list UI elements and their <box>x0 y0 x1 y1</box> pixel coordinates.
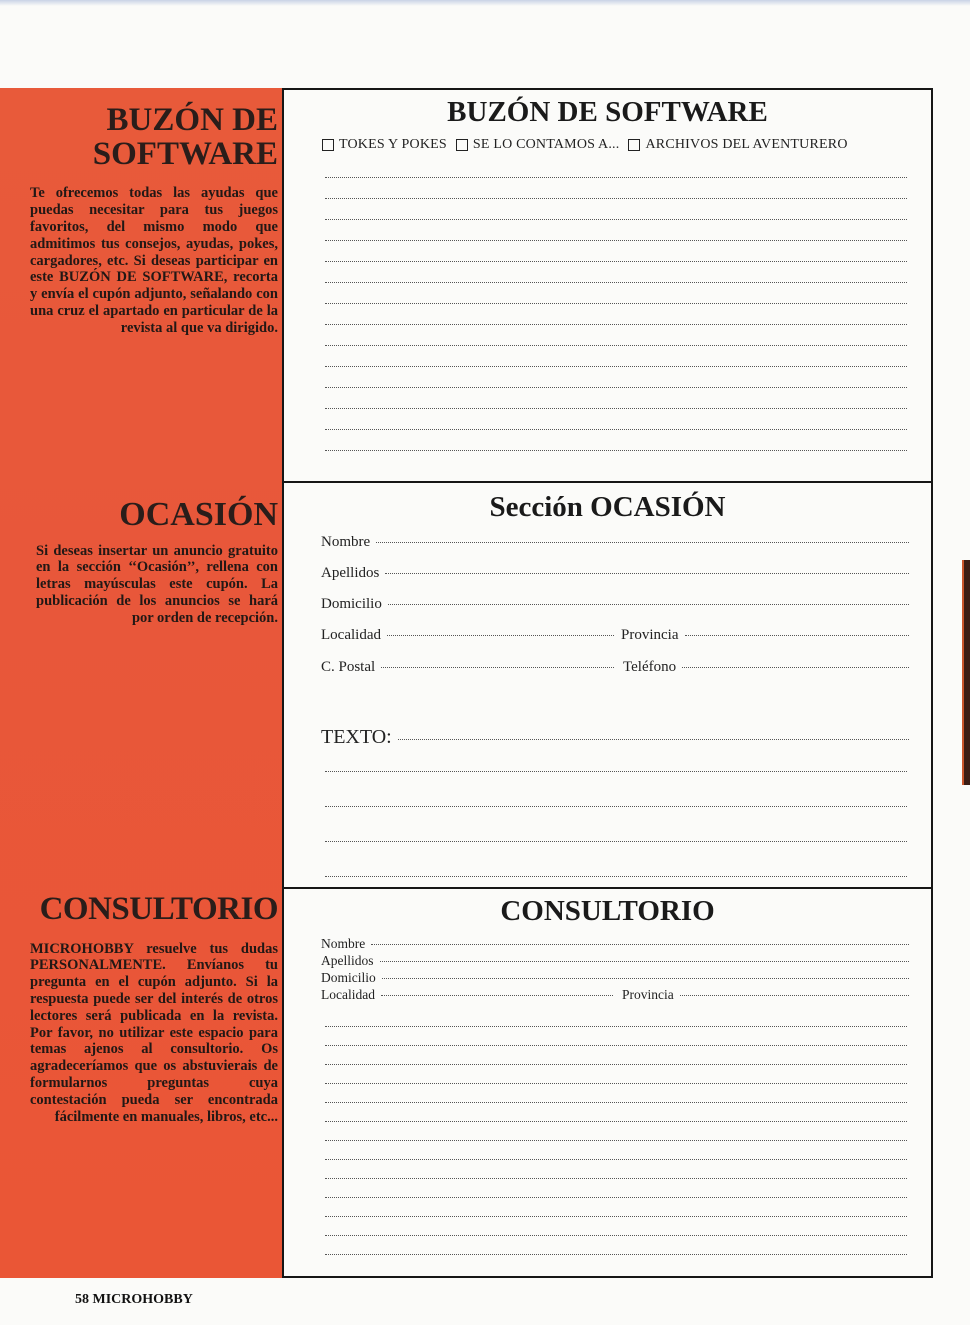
option-label: SE LO CONTAMOS A... <box>472 137 620 152</box>
sidebar-consultorio <box>0 893 278 1125</box>
write-line[interactable] <box>325 1235 907 1236</box>
sidebar-buzon-text: Te ofrecemos todas las ayudas que puedas necesitar para tus juegos favoritos, del mismo modo que admitimos tus consejos, ayudas, pokes, cargadores, etc. Si deseas participar en este BUZÓN DE SOFTWARE, recorta y envía el cupón adjunto, señalando con una cruz el apartado en particular de la revista al que va dirigido. <box>30 185 278 336</box>
write-line[interactable] <box>325 198 907 199</box>
field-label: Nombre <box>321 534 371 550</box>
ocasion-cpostal-field[interactable] <box>321 659 614 676</box>
fill-line[interactable] <box>376 542 909 543</box>
write-line[interactable] <box>325 240 907 241</box>
write-line[interactable] <box>325 1064 907 1065</box>
write-line[interactable] <box>325 366 907 367</box>
write-line[interactable] <box>325 876 907 877</box>
write-line[interactable] <box>325 1045 907 1046</box>
write-line[interactable] <box>325 841 907 842</box>
option-label: ARCHIVOS DEL AVENTURERO <box>645 137 848 152</box>
write-line[interactable] <box>325 282 907 283</box>
consultorio-apellidos-field[interactable] <box>321 953 909 969</box>
write-line[interactable] <box>325 1102 907 1103</box>
consultorio-localidad-field[interactable] <box>321 987 613 1003</box>
write-line[interactable] <box>325 1254 907 1255</box>
field-label: Localidad <box>321 627 381 643</box>
write-line[interactable] <box>325 450 907 451</box>
ocasion-nombre-field[interactable] <box>321 534 909 551</box>
fill-line[interactable] <box>388 604 909 605</box>
sidebar-ocasion-text: Si deseas insertar un anuncio gratuito en la sección ‘‘Ocasión’’, rellena con letras mayúsculas este cupón. La publicación de los anuncios se hará por orden de recepción. <box>36 542 278 626</box>
write-line[interactable] <box>325 806 907 807</box>
fill-line[interactable] <box>380 961 910 962</box>
top-edge <box>0 0 970 6</box>
field-label: Nombre <box>321 936 366 951</box>
sidebar-ocasion <box>0 498 278 627</box>
fill-line[interactable] <box>381 667 614 668</box>
fill-line[interactable] <box>398 739 909 740</box>
field-label: C. Postal <box>321 659 376 675</box>
ocasion-localidad-field[interactable] <box>321 627 614 644</box>
fill-line[interactable] <box>381 995 613 996</box>
write-line[interactable] <box>325 1121 907 1122</box>
field-label: Teléfono <box>623 659 677 675</box>
write-line[interactable] <box>325 1159 907 1160</box>
fill-line[interactable] <box>382 978 909 979</box>
write-line[interactable] <box>325 1140 907 1141</box>
sidebar-buzon <box>0 104 278 336</box>
ocasion-provincia-field[interactable] <box>621 627 909 644</box>
fill-line[interactable] <box>680 995 909 996</box>
field-label: Localidad <box>321 987 375 1002</box>
field-label: Apellidos <box>321 953 374 968</box>
ocasion-apellidos-field[interactable] <box>321 565 909 582</box>
page-footer: 58 MICROHOBBY <box>75 1292 193 1307</box>
write-line[interactable] <box>325 408 907 409</box>
consultorio-domicilio-field[interactable] <box>321 970 909 986</box>
write-line[interactable] <box>325 219 907 220</box>
ocasion-domicilio-field[interactable] <box>321 596 909 613</box>
checkbox-archivos-aventurero[interactable] <box>628 139 640 151</box>
write-line[interactable] <box>325 1216 907 1217</box>
field-label: Provincia <box>621 627 679 643</box>
write-line[interactable] <box>325 1197 907 1198</box>
write-line[interactable] <box>325 1178 907 1179</box>
fill-line[interactable] <box>387 635 614 636</box>
field-label: Apellidos <box>321 565 380 581</box>
write-line[interactable] <box>325 387 907 388</box>
write-line[interactable] <box>325 1083 907 1084</box>
ocasion-texto-field[interactable] <box>321 726 909 749</box>
consultorio-provincia-field[interactable] <box>622 987 909 1003</box>
sidebar-ocasion-title: OCASIÓN <box>119 496 278 533</box>
field-label: Domicilio <box>321 596 382 612</box>
write-line[interactable] <box>325 303 907 304</box>
field-label: TEXTO: <box>321 726 392 748</box>
checkbox-se-lo-contamos[interactable] <box>456 139 468 151</box>
write-line[interactable] <box>325 1026 907 1027</box>
write-line[interactable] <box>325 177 907 178</box>
fill-line[interactable] <box>385 573 909 574</box>
consultorio-nombre-field[interactable] <box>321 936 909 952</box>
page-edge-tab <box>962 560 970 785</box>
field-label: Provincia <box>622 987 674 1002</box>
coupon-consultorio-title: CONSULTORIO <box>500 895 715 927</box>
coupon-buzon-title: BUZÓN DE SOFTWARE <box>447 96 768 128</box>
write-line[interactable] <box>325 345 907 346</box>
sidebar-buzon-title: BUZÓN DE SOFTWARE <box>92 102 278 172</box>
ocasion-telefono-field[interactable] <box>623 659 909 676</box>
write-line[interactable] <box>325 429 907 430</box>
write-line[interactable] <box>325 261 907 262</box>
write-line[interactable] <box>325 324 907 325</box>
option-label: TOKES Y POKES <box>339 137 447 152</box>
sidebar-consultorio-text: MICROHOBBY resuelve tus dudas PERSONALMENTE. Envíanos tu pregunta en el cupón adjunto. Si la respuesta puede ser del interés de otros lectores será publicada en la revista. Por favor, no utilizar este espacio para temas ajenos al consultorio. Os agradeceríamos que os abstuvierais de formularnos preguntas cuya contestación pueda ser encontrada fácilmente en manuales, libros, etc... <box>30 940 278 1125</box>
field-label: Domicilio <box>321 970 376 985</box>
checkbox-tokes-y-pokes[interactable] <box>322 139 334 151</box>
coupon-ocasion-title: Sección OCASIÓN <box>489 491 726 523</box>
write-line[interactable] <box>325 771 907 772</box>
coupon-buzon-options <box>322 137 848 153</box>
fill-line[interactable] <box>682 667 909 668</box>
fill-line[interactable] <box>371 944 909 945</box>
sidebar-consultorio-title: CONSULTORIO <box>39 891 278 927</box>
fill-line[interactable] <box>685 635 910 636</box>
